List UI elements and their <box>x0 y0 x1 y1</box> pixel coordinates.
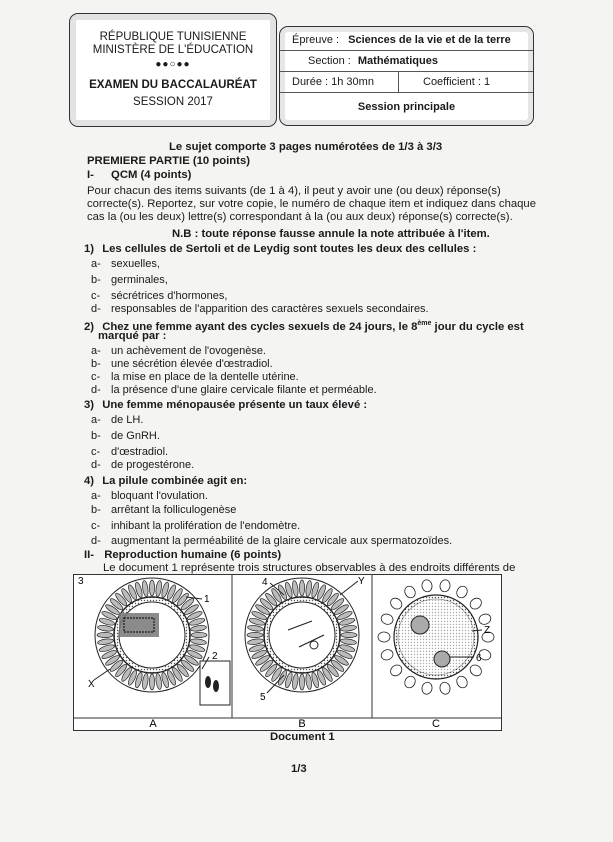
option-text: arrêtant la folliculogenèse <box>111 504 237 516</box>
option <box>91 358 273 370</box>
panel-label-c: C <box>432 718 440 730</box>
part2-heading <box>84 549 281 562</box>
label-z: Z <box>484 625 491 636</box>
option <box>91 520 300 532</box>
option-letter: b- <box>91 430 101 442</box>
option-letter: a- <box>91 490 101 502</box>
corona-cell <box>439 579 451 593</box>
divider <box>280 71 533 72</box>
option-text: bloquant l'ovulation. <box>111 490 208 502</box>
divider <box>398 71 399 92</box>
corona-cell <box>439 681 451 695</box>
section-row <box>308 55 438 67</box>
question-text: Chez une femme ayant des cycles sexuels de 24 jours, le 8 <box>102 320 418 333</box>
coefficient: Coefficient : 1 <box>423 76 491 88</box>
panel-label-b: B <box>298 718 306 730</box>
part2-text: Le document 1 représente trois structures observables à des endroits différents de <box>103 562 516 574</box>
label-4: 4 <box>262 577 268 588</box>
option-text: d'œstradiol. <box>111 446 169 458</box>
header-institution-box <box>69 13 277 127</box>
option-letter: d- <box>91 303 101 315</box>
label-2: 2 <box>212 651 218 662</box>
part2-title: Reproduction humaine (6 points) <box>104 549 282 561</box>
part2-number: II- <box>84 549 95 561</box>
question-3 <box>84 399 367 412</box>
decorative-dots: ●●○●● <box>155 59 191 70</box>
corona-cell <box>341 632 357 637</box>
option <box>91 290 227 302</box>
epreuve-value: Sciences de la vie et de la terre <box>348 34 511 46</box>
option-letter: c- <box>91 520 101 532</box>
option <box>91 459 194 471</box>
corona-cell <box>478 612 493 626</box>
corona-cell <box>455 584 470 599</box>
corona-cell <box>388 663 404 678</box>
question-number: 4) <box>84 475 95 487</box>
corona-cell <box>455 674 470 689</box>
question-4 <box>84 475 247 488</box>
option <box>91 258 160 270</box>
question-number: 2) <box>84 320 95 333</box>
qcm-number: I- <box>87 169 94 181</box>
question-1 <box>84 243 476 256</box>
option-letter: a- <box>91 345 101 357</box>
session-year: SESSION 2017 <box>133 96 213 108</box>
option-letter: d- <box>91 459 101 471</box>
option-text: un achèvement de l'ovogenèse. <box>111 345 266 357</box>
corona-cell <box>97 632 113 637</box>
option-text: la mise en place de la dentelle utérine. <box>111 371 299 383</box>
exam-title: EXAMEN DU BACCALAURÉAT <box>89 79 257 91</box>
corona-cell <box>380 648 395 662</box>
instruction-line: correcte(s). Reportez, sur votre copie, le numéro de chaque item et indiquez dans chaque <box>87 198 536 210</box>
intro-line: Le sujet comporte 3 pages numérotées de 1/3 à 3/3 <box>169 141 443 153</box>
option <box>91 414 143 426</box>
option-text: inhibant la prolifération de l'endomètre. <box>111 520 301 532</box>
follicle-drawings <box>74 575 501 730</box>
corona-cell <box>403 674 418 689</box>
question-text: Une femme ménopausée présente un taux élevé : <box>102 399 368 411</box>
duration: Durée : 1h 30mn <box>292 76 374 88</box>
session-type: Session principale <box>357 101 456 113</box>
option-letter: a- <box>91 414 101 426</box>
ministry-name: MINISTÈRE DE L'ÉDUCATION <box>92 44 254 56</box>
question-number: 3) <box>84 399 95 411</box>
option <box>91 430 160 442</box>
option <box>91 504 236 516</box>
option-text: la présence d'une glaire cervicale filante et perméable. <box>111 384 377 396</box>
panel-c-follicle <box>378 579 494 695</box>
option <box>91 490 208 502</box>
qcm-title: QCM (4 points) <box>111 169 192 181</box>
epreuve-label: Épreuve : <box>292 34 340 46</box>
figure-caption: Document 1 <box>270 731 335 743</box>
option-letter: c- <box>91 290 101 302</box>
header-exam-info-box <box>279 26 534 126</box>
option-text: de GnRH. <box>111 430 160 442</box>
qcm-heading <box>87 169 191 182</box>
option-text: germinales, <box>111 274 168 286</box>
option-letter: a- <box>91 258 101 270</box>
label-6: 6 <box>476 653 482 664</box>
option-text: sécrétrices d'hormones, <box>111 290 228 302</box>
label-5: 5 <box>260 692 266 703</box>
section-value: Mathématiques <box>357 55 438 67</box>
part1-title: PREMIERE PARTIE (10 points) <box>87 155 250 167</box>
corona-cell <box>421 681 433 695</box>
corona-cell <box>380 612 395 626</box>
corona-cell <box>247 632 263 637</box>
option <box>91 371 299 383</box>
label-y: Y <box>358 576 365 587</box>
corona-cell <box>378 632 390 642</box>
panel-label-a: A <box>149 718 157 730</box>
question-text: jour du cycle est <box>431 320 524 333</box>
option-letter: c- <box>91 446 101 458</box>
corona-cell <box>299 580 304 596</box>
option <box>91 535 452 547</box>
option-letter: c- <box>91 371 101 383</box>
country-name: RÉPUBLIQUE TUNISIENNE <box>99 31 247 43</box>
instruction-line: cas la (ou les deux) lettre(s) correspondant à la (ou aux deux) réponse(s) correcte(s). <box>87 211 513 223</box>
corona-cell <box>468 596 484 611</box>
option-text: augmentant la perméabilité de la glaire cervicale aux spermatozoïdes. <box>111 535 453 547</box>
option <box>91 345 266 357</box>
option-text: de progestérone. <box>111 459 195 471</box>
label-3: 3 <box>78 576 84 587</box>
label-1: 1 <box>204 594 210 605</box>
option-letter: d- <box>91 535 101 547</box>
superscript: ème <box>417 320 432 327</box>
question-text: Les cellules de Sertoli et de Leydig sont toutes les deux des cellules : <box>102 243 477 255</box>
option-letter: b- <box>91 358 101 370</box>
corona-cell <box>149 674 154 690</box>
nb-note: N.B : toute réponse fausse annule la note attribuée à l'item. <box>172 228 490 240</box>
corona-cell <box>299 674 304 690</box>
document-1-figure <box>73 574 502 731</box>
option-text: de LH. <box>111 414 144 426</box>
option-text: sexuelles, <box>111 258 160 270</box>
panel-a-oocyte <box>94 578 230 705</box>
option-letter: b- <box>91 274 101 286</box>
option-letter: d- <box>91 384 101 396</box>
divider <box>280 50 533 51</box>
option-text: une sécrétion élevée d'œstradiol. <box>111 358 273 370</box>
label-x: X <box>88 679 95 690</box>
corona-cell <box>421 579 433 593</box>
option <box>91 274 168 286</box>
divider <box>280 92 533 93</box>
corona-cell <box>388 596 404 611</box>
page-number: 1/3 <box>291 763 307 775</box>
corona-cell <box>468 663 484 678</box>
question-text: La pilule combinée agit en: <box>102 475 248 487</box>
section-label: Section : <box>308 55 351 67</box>
option <box>91 446 168 458</box>
option <box>91 303 429 315</box>
question-number: 1) <box>84 243 95 255</box>
corona-cell <box>191 632 207 637</box>
corona-cell <box>403 584 418 599</box>
corona-cell <box>149 580 154 596</box>
option-text: responsables de l'apparition des caractères sexuels secondaires. <box>111 303 429 315</box>
option <box>91 384 377 396</box>
panel-b-follicle <box>245 578 359 693</box>
instruction-line: Pour chacun des items suivants (de 1 à 4), il peut y avoir une (ou deux) réponse(s) <box>87 185 501 197</box>
option-letter: b- <box>91 504 101 516</box>
epreuve-row <box>292 34 511 46</box>
question-text-cont: marqué par : <box>98 330 167 342</box>
